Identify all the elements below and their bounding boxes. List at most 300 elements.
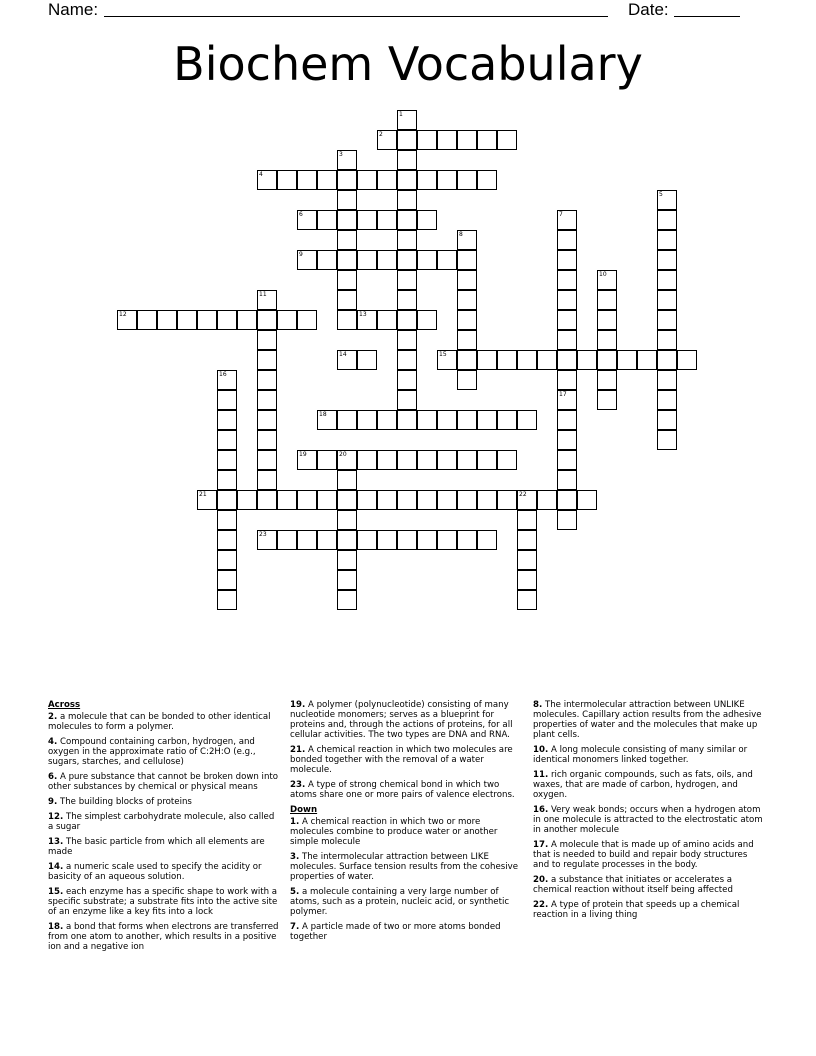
grid-cell[interactable] xyxy=(337,450,357,470)
grid-cell[interactable] xyxy=(337,150,357,170)
clue-number: 12. xyxy=(48,812,64,822)
clue-item xyxy=(48,837,280,857)
grid-cell[interactable] xyxy=(657,210,677,230)
clue-number: 19. xyxy=(290,700,306,710)
grid-cell[interactable] xyxy=(417,490,437,510)
grid-cell[interactable] xyxy=(297,530,317,550)
grid-cell[interactable] xyxy=(557,350,577,370)
clue-item xyxy=(290,700,522,740)
clue-number: 11 xyxy=(259,291,267,298)
grid-cell[interactable] xyxy=(217,390,237,410)
grid-cell[interactable] xyxy=(377,130,397,150)
grid-cell[interactable] xyxy=(217,530,237,550)
clue-number: 7 xyxy=(559,211,563,218)
clue-section-heading: Across xyxy=(48,700,81,710)
grid-cell[interactable] xyxy=(657,410,677,430)
grid-cell[interactable] xyxy=(457,310,477,330)
grid-cell[interactable] xyxy=(597,350,617,370)
grid-cell[interactable] xyxy=(657,430,677,450)
grid-cell[interactable] xyxy=(397,250,417,270)
grid-cell[interactable] xyxy=(597,330,617,350)
grid-cell[interactable] xyxy=(557,310,577,330)
clue-text: each enzyme has a specific shape to work with a specific substrate; a substrate fits into the active site of an enzyme like a key fits into a lock xyxy=(48,887,278,917)
grid-cell[interactable] xyxy=(557,290,577,310)
grid-cell[interactable] xyxy=(217,450,237,470)
clue-item xyxy=(533,840,765,870)
clue-number: 6. xyxy=(48,772,58,782)
clue-item xyxy=(48,712,280,732)
grid-cell[interactable] xyxy=(517,590,537,610)
grid-cell[interactable] xyxy=(517,550,537,570)
clue-number: 13 xyxy=(359,311,367,318)
clue-number: 19 xyxy=(299,451,307,458)
grid-cell[interactable] xyxy=(457,350,477,370)
grid-cell[interactable] xyxy=(437,490,457,510)
clue-number: 11. xyxy=(533,770,549,780)
grid-cell[interactable] xyxy=(597,290,617,310)
grid-cell[interactable] xyxy=(237,310,257,330)
grid-cell[interactable] xyxy=(417,530,437,550)
grid-cell[interactable] xyxy=(537,350,557,370)
grid-cell[interactable] xyxy=(477,170,497,190)
grid-cell[interactable] xyxy=(357,210,377,230)
clue-number: 14 xyxy=(339,351,347,358)
grid-cell[interactable] xyxy=(397,350,417,370)
grid-cell[interactable] xyxy=(597,390,617,410)
grid-cell[interactable] xyxy=(457,490,477,510)
grid-cell[interactable] xyxy=(677,350,697,370)
grid-cell[interactable] xyxy=(657,330,677,350)
grid-cell[interactable] xyxy=(337,470,357,490)
grid-cell[interactable] xyxy=(437,130,457,150)
clue-number: 21 xyxy=(199,491,207,498)
grid-cell[interactable] xyxy=(597,370,617,390)
clue-number: 16 xyxy=(219,371,227,378)
grid-cell[interactable] xyxy=(397,190,417,210)
grid-cell[interactable] xyxy=(457,130,477,150)
grid-cell[interactable] xyxy=(477,530,497,550)
grid-cell[interactable] xyxy=(497,450,517,470)
grid-cell[interactable] xyxy=(657,370,677,390)
grid-cell[interactable] xyxy=(637,350,657,370)
grid-cell[interactable] xyxy=(217,410,237,430)
grid-cell[interactable] xyxy=(217,510,237,530)
clue-number: 18 xyxy=(319,411,327,418)
grid-cell[interactable] xyxy=(337,570,357,590)
grid-cell[interactable] xyxy=(337,170,357,190)
clue-text: The basic particle from which all elements are made xyxy=(48,837,265,857)
grid-cell[interactable] xyxy=(317,210,337,230)
grid-cell[interactable] xyxy=(397,150,417,170)
grid-cell[interactable] xyxy=(417,450,437,470)
grid-cell[interactable] xyxy=(437,450,457,470)
grid-cell[interactable] xyxy=(217,550,237,570)
page-title: Biochem Vocabulary xyxy=(173,37,643,91)
grid-cell[interactable] xyxy=(337,510,357,530)
grid-cell[interactable] xyxy=(437,410,457,430)
grid-cell[interactable] xyxy=(517,530,537,550)
grid-cell[interactable] xyxy=(277,530,297,550)
grid-cell[interactable] xyxy=(517,410,537,430)
grid-cell[interactable] xyxy=(297,450,317,470)
grid-cell[interactable] xyxy=(497,490,517,510)
grid-cell[interactable] xyxy=(297,170,317,190)
grid-cell[interactable] xyxy=(497,410,517,430)
grid-cell[interactable] xyxy=(557,430,577,450)
clue-number: 10. xyxy=(533,745,549,755)
clue-column xyxy=(533,700,765,925)
clue-item xyxy=(290,852,522,882)
grid-cell[interactable] xyxy=(517,570,537,590)
grid-cell[interactable] xyxy=(397,290,417,310)
clue-item xyxy=(48,737,280,767)
grid-cell[interactable] xyxy=(657,230,677,250)
clue-number: 22 xyxy=(519,491,527,498)
date-label: Date: xyxy=(628,0,669,19)
grid-cell[interactable] xyxy=(557,390,577,410)
grid-cell[interactable] xyxy=(657,390,677,410)
grid-cell[interactable] xyxy=(377,310,397,330)
clue-item xyxy=(290,887,522,917)
clue-number: 15. xyxy=(48,887,64,897)
grid-cell[interactable] xyxy=(477,130,497,150)
grid-cell[interactable] xyxy=(337,270,357,290)
grid-cell[interactable] xyxy=(237,490,257,510)
grid-cell[interactable] xyxy=(417,170,437,190)
clue-number: 4. xyxy=(48,737,58,747)
grid-cell[interactable] xyxy=(477,450,497,470)
grid-cell[interactable] xyxy=(457,410,477,430)
clue-number: 20. xyxy=(533,875,549,885)
grid-cell[interactable] xyxy=(377,250,397,270)
clue-text: A chemical reaction in which two or more molecules combine to produce water or another simple molecule xyxy=(290,817,498,847)
grid-cell[interactable] xyxy=(457,530,477,550)
grid-cell[interactable] xyxy=(517,350,537,370)
grid-cell[interactable] xyxy=(477,490,497,510)
grid-cell[interactable] xyxy=(457,270,477,290)
grid-cell[interactable] xyxy=(477,350,497,370)
clue-number: 17 xyxy=(559,391,567,398)
grid-cell[interactable] xyxy=(337,530,357,550)
grid-cell[interactable] xyxy=(417,130,437,150)
clue-item xyxy=(533,770,765,800)
clue-number: 10 xyxy=(599,271,607,278)
clue-number: 8. xyxy=(533,700,543,710)
clue-item xyxy=(48,812,280,832)
grid-cell[interactable] xyxy=(257,370,277,390)
grid-cell[interactable] xyxy=(377,530,397,550)
grid-cell[interactable] xyxy=(217,490,237,510)
clue-text: A pure substance that cannot be broken down into other substances by chemical or physical means xyxy=(48,772,279,792)
grid-cell[interactable] xyxy=(557,490,577,510)
grid-cell[interactable] xyxy=(317,170,337,190)
grid-cell[interactable] xyxy=(357,410,377,430)
clue-item xyxy=(48,862,280,882)
grid-cell[interactable] xyxy=(317,250,337,270)
grid-cell[interactable] xyxy=(437,250,457,270)
grid-cell[interactable] xyxy=(657,290,677,310)
clue-item xyxy=(533,700,765,740)
clue-item xyxy=(48,772,280,792)
grid-cell[interactable] xyxy=(377,450,397,470)
grid-cell[interactable] xyxy=(217,590,237,610)
grid-cell[interactable] xyxy=(357,530,377,550)
grid-cell[interactable] xyxy=(257,330,277,350)
clue-number: 18. xyxy=(48,922,64,932)
clue-number: 12 xyxy=(119,311,127,318)
grid-cell[interactable] xyxy=(337,250,357,270)
clue-number: 7. xyxy=(290,922,300,932)
grid-cell[interactable] xyxy=(457,370,477,390)
clue-number: 13. xyxy=(48,837,64,847)
grid-cell[interactable] xyxy=(537,490,557,510)
grid-cell[interactable] xyxy=(457,170,477,190)
grid-cell[interactable] xyxy=(397,110,417,130)
clue-number: 23 xyxy=(259,531,267,538)
grid-cell[interactable] xyxy=(257,450,277,470)
clue-item xyxy=(533,805,765,835)
grid-cell[interactable] xyxy=(397,210,417,230)
grid-cell[interactable] xyxy=(257,390,277,410)
grid-cell[interactable] xyxy=(317,490,337,510)
grid-cell[interactable] xyxy=(397,130,417,150)
grid-cell[interactable] xyxy=(397,410,417,430)
grid-cell[interactable] xyxy=(557,270,577,290)
grid-cell[interactable] xyxy=(377,210,397,230)
clue-number: 1 xyxy=(399,111,403,118)
clue-text: rich organic compounds, such as fats, oils, and waxes, that are made of carbon, hydrogen, and oxygen. xyxy=(533,770,753,800)
clue-item xyxy=(290,922,522,942)
clue-item xyxy=(533,875,765,895)
grid-cell[interactable] xyxy=(557,370,577,390)
clue-text: A chemical reaction in which two molecules are bonded together with the removal of a water molecule. xyxy=(290,745,513,775)
grid-cell[interactable] xyxy=(557,330,577,350)
grid-cell[interactable] xyxy=(337,590,357,610)
grid-cell[interactable] xyxy=(397,450,417,470)
grid-cell[interactable] xyxy=(377,170,397,190)
grid-cell[interactable] xyxy=(337,210,357,230)
grid-cell[interactable] xyxy=(337,230,357,250)
clue-text: a molecule containing a very large number of atoms, such as a protein, nucleic acid, or synthetic polymer. xyxy=(290,887,510,917)
grid-cell[interactable] xyxy=(317,530,337,550)
grid-cell[interactable] xyxy=(197,310,217,330)
grid-cell[interactable] xyxy=(597,310,617,330)
grid-cell[interactable] xyxy=(297,310,317,330)
grid-cell[interactable] xyxy=(257,290,277,310)
grid-cell[interactable] xyxy=(517,510,537,530)
grid-cell[interactable] xyxy=(117,310,137,330)
grid-cell[interactable] xyxy=(577,350,597,370)
clue-number: 9 xyxy=(299,251,303,258)
clue-column xyxy=(48,700,280,957)
grid-cell[interactable] xyxy=(597,270,617,290)
grid-cell[interactable] xyxy=(277,310,297,330)
clue-number: 17. xyxy=(533,840,549,850)
grid-cell[interactable] xyxy=(417,210,437,230)
grid-cell[interactable] xyxy=(457,450,477,470)
grid-cell[interactable] xyxy=(437,170,457,190)
clue-text: The building blocks of proteins xyxy=(57,797,192,807)
grid-cell[interactable] xyxy=(517,490,537,510)
clue-text: A particle made of two or more atoms bonded together xyxy=(290,922,501,942)
clue-text: The intermolecular attraction between LIKE molecules. Surface tension results from the cohesive properties of water. xyxy=(290,852,519,882)
grid-cell[interactable] xyxy=(257,470,277,490)
grid-cell[interactable] xyxy=(557,210,577,230)
grid-cell[interactable] xyxy=(257,170,277,190)
name-label: Name: xyxy=(48,0,99,19)
clue-item xyxy=(533,745,765,765)
clue-item xyxy=(290,817,522,847)
grid-cell[interactable] xyxy=(357,490,377,510)
clue-section-heading: Down xyxy=(290,805,318,815)
grid-cell[interactable] xyxy=(397,530,417,550)
clue-item xyxy=(48,887,280,917)
grid-cell[interactable] xyxy=(357,170,377,190)
grid-cell[interactable] xyxy=(277,490,297,510)
clue-number: 23. xyxy=(290,780,306,790)
clue-number: 4 xyxy=(259,171,263,178)
clue-number: 15 xyxy=(439,351,447,358)
grid-cell[interactable] xyxy=(657,250,677,270)
grid-cell[interactable] xyxy=(477,410,497,430)
clue-text: The simplest carbohydrate molecule, also called a sugar xyxy=(48,812,275,832)
grid-cell[interactable] xyxy=(217,310,237,330)
clue-item xyxy=(533,900,765,920)
grid-cell[interactable] xyxy=(397,270,417,290)
clue-number: 3 xyxy=(339,151,343,158)
grid-cell[interactable] xyxy=(457,250,477,270)
grid-cell[interactable] xyxy=(277,170,297,190)
grid-cell[interactable] xyxy=(377,410,397,430)
grid-cell[interactable] xyxy=(257,310,277,330)
grid-cell[interactable] xyxy=(457,290,477,310)
grid-cell[interactable] xyxy=(417,410,437,430)
grid-cell[interactable] xyxy=(157,310,177,330)
grid-cell[interactable] xyxy=(577,490,597,510)
grid-cell[interactable] xyxy=(217,570,237,590)
grid-cell[interactable] xyxy=(437,350,457,370)
grid-cell[interactable] xyxy=(437,530,457,550)
grid-cell[interactable] xyxy=(197,490,217,510)
grid-cell[interactable] xyxy=(397,310,417,330)
clue-number: 1. xyxy=(290,817,300,827)
grid-cell[interactable] xyxy=(557,250,577,270)
grid-cell[interactable] xyxy=(337,350,357,370)
grid-cell[interactable] xyxy=(337,550,357,570)
grid-cell[interactable] xyxy=(257,350,277,370)
clue-text: a molecule that can be bonded to other identical molecules to form a polymer. xyxy=(48,712,271,732)
clue-text: A type of protein that speeds up a chemical reaction in a living thing xyxy=(533,900,740,920)
grid-cell[interactable] xyxy=(397,390,417,410)
grid-cell[interactable] xyxy=(397,490,417,510)
grid-cell[interactable] xyxy=(557,450,577,470)
grid-cell[interactable] xyxy=(557,230,577,250)
clue-number: 21. xyxy=(290,745,306,755)
clue-text: a bond that forms when electrons are transferred from one atom to another, which results in a positive ion and a negative ion xyxy=(48,922,279,952)
clue-list xyxy=(48,700,776,960)
grid-cell[interactable] xyxy=(337,290,357,310)
clue-text: a substance that initiates or accelerates a chemical reaction without itself being affected xyxy=(533,875,733,895)
clue-item xyxy=(48,922,280,952)
grid-cell[interactable] xyxy=(337,410,357,430)
clue-item xyxy=(290,780,522,800)
grid-cell[interactable] xyxy=(357,350,377,370)
grid-cell[interactable] xyxy=(377,490,397,510)
grid-cell[interactable] xyxy=(457,230,477,250)
grid-cell[interactable] xyxy=(497,350,517,370)
grid-cell[interactable] xyxy=(617,350,637,370)
grid-cell[interactable] xyxy=(557,510,577,530)
grid-cell[interactable] xyxy=(357,450,377,470)
clue-item xyxy=(290,745,522,775)
grid-cell[interactable] xyxy=(217,430,237,450)
clue-number: 2 xyxy=(379,131,383,138)
grid-cell[interactable] xyxy=(297,250,317,270)
clue-number: 8 xyxy=(459,231,463,238)
grid-cell[interactable] xyxy=(397,230,417,250)
grid-cell[interactable] xyxy=(397,170,417,190)
clue-number: 2. xyxy=(48,712,58,722)
clue-number: 16. xyxy=(533,805,549,815)
grid-cell[interactable] xyxy=(297,210,317,230)
grid-cell[interactable] xyxy=(657,190,677,210)
clue-column xyxy=(290,700,522,947)
grid-cell[interactable] xyxy=(257,530,277,550)
grid-cell[interactable] xyxy=(657,310,677,330)
grid-cell[interactable] xyxy=(357,250,377,270)
clue-text: The intermolecular attraction between UNLIKE molecules. Capillary action results from the adhesive properties of water and the molecules that make up plant cells. xyxy=(533,700,762,740)
clue-number: 20 xyxy=(339,451,347,458)
clue-text: A molecule that is made up of amino acids and that is needed to build and repair body structures and to regulate processes in the body. xyxy=(533,840,754,870)
clue-number: 6 xyxy=(299,211,303,218)
clue-item xyxy=(48,797,280,807)
grid-cell[interactable] xyxy=(657,350,677,370)
grid-cell[interactable] xyxy=(257,490,277,510)
clue-text: A polymer (polynucleotide) consisting of many nucleotide monomers; serves as a blueprint for proteins and, through the actions of proteins, for all cellular activities. The two types are DNA and RNA. xyxy=(290,700,513,740)
grid-cell[interactable] xyxy=(217,370,237,390)
grid-cell[interactable] xyxy=(337,490,357,510)
clue-number: 5 xyxy=(659,191,663,198)
clue-text: A type of strong chemical bond in which two atoms share one or more pairs of valence electrons. xyxy=(290,780,515,800)
grid-cell[interactable] xyxy=(257,410,277,430)
clue-number: 14. xyxy=(48,862,64,872)
grid-cell[interactable] xyxy=(177,310,197,330)
grid-cell[interactable] xyxy=(497,130,517,150)
clue-number: 5. xyxy=(290,887,300,897)
grid-cell[interactable] xyxy=(397,330,417,350)
grid-cell[interactable] xyxy=(337,190,357,210)
grid-cell[interactable] xyxy=(397,370,417,390)
clue-text: a numeric scale used to specify the acidity or basicity of an aqueous solution. xyxy=(48,862,262,882)
grid-cell[interactable] xyxy=(557,410,577,430)
grid-cell[interactable] xyxy=(457,330,477,350)
grid-cell[interactable] xyxy=(557,470,577,490)
clue-text: Compound containing carbon, hydrogen, and oxygen in the approximate ratio of C:2H:O (e.g., sugars, starches, and cellulose) xyxy=(48,737,256,767)
grid-cell[interactable] xyxy=(657,270,677,290)
grid-cell[interactable] xyxy=(137,310,157,330)
clue-text: A long molecule consisting of many similar or identical monomers linked together. xyxy=(533,745,748,765)
clue-number: 22. xyxy=(533,900,549,910)
grid-cell[interactable] xyxy=(217,470,237,490)
grid-cell[interactable] xyxy=(357,310,377,330)
grid-cell[interactable] xyxy=(297,490,317,510)
grid-cell[interactable] xyxy=(317,410,337,430)
grid-cell[interactable] xyxy=(257,430,277,450)
grid-cell[interactable] xyxy=(317,450,337,470)
grid-cell[interactable] xyxy=(417,250,437,270)
grid-cell[interactable] xyxy=(337,310,357,330)
grid-cell[interactable] xyxy=(417,310,437,330)
